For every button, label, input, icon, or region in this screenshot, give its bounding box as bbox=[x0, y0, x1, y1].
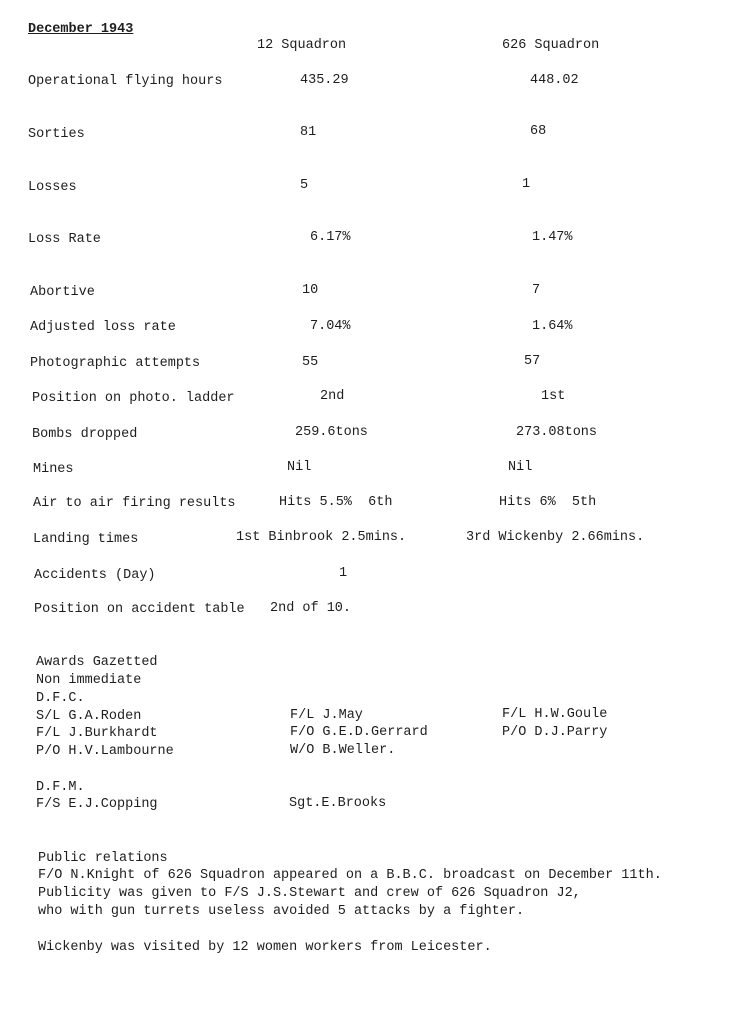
row-value-12: 1 bbox=[339, 566, 348, 581]
award-name: Sgt.E.Brooks bbox=[289, 796, 387, 811]
awards-heading: Awards Gazetted bbox=[36, 655, 158, 670]
row-value-12: 5 bbox=[300, 178, 309, 193]
row-label: Mines bbox=[33, 462, 74, 477]
public-relations-line: Publicity was given to F/S J.S.Stewart and crew of 626 Squadron J2, bbox=[38, 886, 581, 901]
award-name: F/L H.W.Goule bbox=[502, 707, 608, 722]
award-name: F/O G.E.D.Gerrard bbox=[290, 725, 428, 740]
row-value-626: 273.08tons bbox=[516, 425, 598, 440]
row-label: Adjusted loss rate bbox=[30, 320, 176, 335]
row-label: Sorties bbox=[28, 127, 85, 142]
public-relations-line: who with gun turrets useless avoided 5 attacks by a fighter. bbox=[38, 904, 525, 919]
public-relations-line: F/O N.Knight of 626 Squadron appeared on a B.B.C. broadcast on December 11th. bbox=[38, 868, 662, 883]
award-name: F/L J.Burkhardt bbox=[36, 726, 158, 741]
row-value-12: 2nd of 10. bbox=[270, 601, 352, 616]
row-label: Operational flying hours bbox=[28, 74, 223, 89]
row-value-626: 1.64% bbox=[532, 319, 573, 334]
row-value-626: Nil bbox=[508, 460, 533, 475]
public-relations-heading: Public relations bbox=[38, 851, 168, 866]
row-label: Position on accident table bbox=[34, 602, 245, 617]
award-name: W/O B.Weller. bbox=[290, 743, 396, 758]
row-label: Accidents (Day) bbox=[34, 568, 156, 583]
column-header-12-squadron: 12 Squadron bbox=[257, 38, 347, 53]
awards-subheading: Non immediate bbox=[36, 673, 142, 688]
row-value-12: 55 bbox=[302, 355, 319, 370]
award-name: F/S E.J.Copping bbox=[36, 797, 158, 812]
award-name: F/L J.May bbox=[290, 708, 363, 723]
row-value-12: 6.17% bbox=[310, 230, 351, 245]
row-value-626: 57 bbox=[524, 354, 541, 369]
row-value-626: 68 bbox=[530, 124, 547, 139]
row-label: Landing times bbox=[33, 532, 139, 547]
row-label: Loss Rate bbox=[28, 232, 101, 247]
award-name: P/O D.J.Parry bbox=[502, 725, 608, 740]
row-value-12: 7.04% bbox=[310, 319, 351, 334]
row-label: Abortive bbox=[30, 285, 95, 300]
row-value-12: 1st Binbrook 2.5mins. bbox=[236, 530, 407, 545]
public-relations-closing: Wickenby was visited by 12 women workers from Leicester. bbox=[38, 940, 492, 955]
row-value-626: 7 bbox=[532, 283, 541, 298]
row-value-626: 1.47% bbox=[532, 230, 573, 245]
award-name: P/O H.V.Lambourne bbox=[36, 744, 174, 759]
row-value-12: 10 bbox=[302, 283, 319, 298]
row-value-12: Nil bbox=[287, 460, 312, 475]
row-value-626: 3rd Wickenby 2.66mins. bbox=[466, 530, 645, 545]
row-value-12: 259.6tons bbox=[295, 425, 368, 440]
row-value-626: Hits 6% 5th bbox=[499, 495, 597, 510]
row-label: Air to air firing results bbox=[33, 496, 236, 511]
row-label: Position on photo. ladder bbox=[32, 391, 235, 406]
row-value-12: Hits 5.5% 6th bbox=[279, 495, 393, 510]
column-header-626-squadron: 626 Squadron bbox=[502, 38, 600, 53]
row-value-12: 435.29 bbox=[300, 73, 349, 88]
row-value-626: 448.02 bbox=[530, 73, 579, 88]
row-value-626: 1st bbox=[541, 389, 566, 404]
dfc-label: D.F.C. bbox=[36, 691, 85, 706]
row-value-12: 81 bbox=[300, 125, 317, 140]
row-value-12: 2nd bbox=[320, 389, 345, 404]
row-label: Photographic attempts bbox=[30, 356, 201, 371]
award-name: S/L G.A.Roden bbox=[36, 709, 142, 724]
dfm-label: D.F.M. bbox=[36, 780, 85, 795]
page-title: December 1943 bbox=[28, 22, 134, 37]
row-value-626: 1 bbox=[522, 177, 531, 192]
row-label: Bombs dropped bbox=[32, 427, 138, 442]
row-label: Losses bbox=[28, 180, 77, 195]
